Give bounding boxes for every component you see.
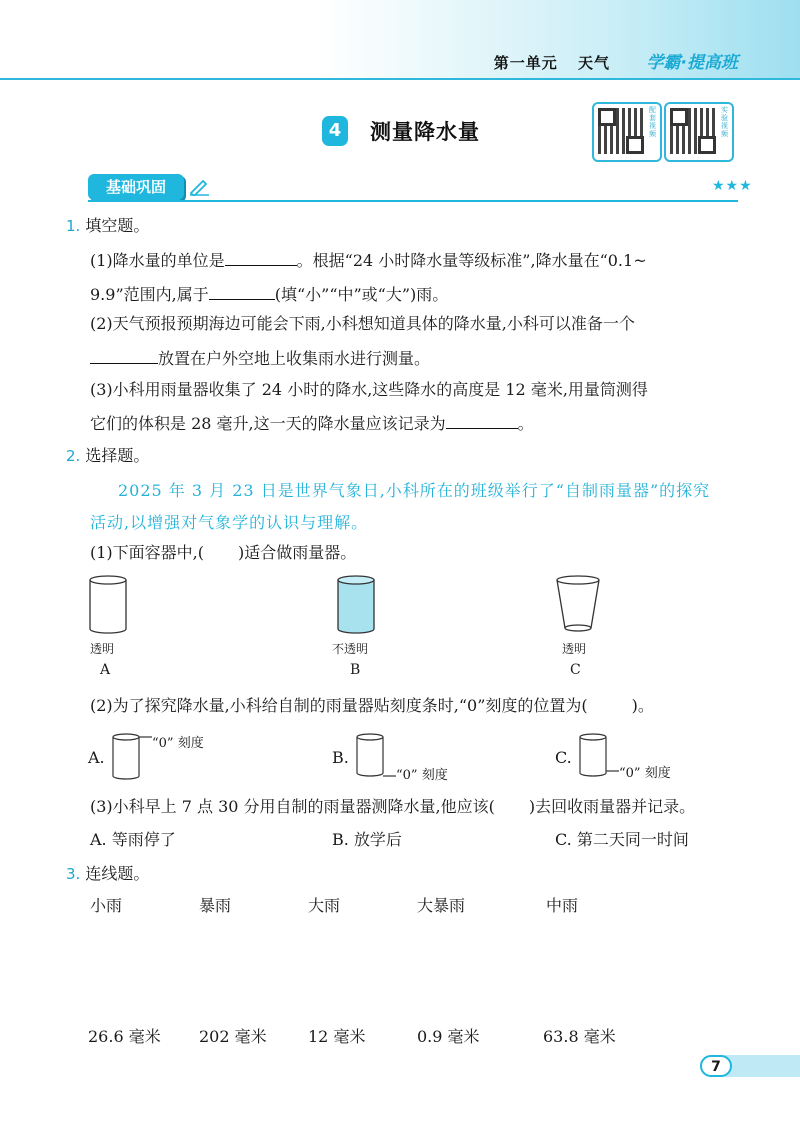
question-1-heading bbox=[66, 216, 149, 236]
container-c-icon bbox=[553, 574, 603, 636]
q1-part1-line1 bbox=[90, 249, 647, 271]
question-3-heading bbox=[66, 864, 149, 884]
text: (填“小”“中”或“大”)雨。 bbox=[274, 285, 449, 304]
text: (2)为了探究降水量,小科给自制的雨量器贴刻度条时,“0”刻度的位置为( bbox=[90, 696, 588, 715]
q2-sub3-option-a[interactable]: A. 等雨停了 bbox=[90, 830, 176, 849]
scale-option-a-letter[interactable]: A. bbox=[88, 748, 105, 767]
scale-option-a-icon bbox=[110, 730, 152, 782]
match-bottom-item[interactable]: 12 毫米 bbox=[308, 1027, 366, 1046]
container-a-caption: 透明 bbox=[90, 642, 115, 656]
match-bottom-item[interactable]: 63.8 毫米 bbox=[543, 1027, 616, 1046]
question-number: 3. bbox=[66, 865, 81, 883]
match-bottom-item[interactable]: 0.9 毫米 bbox=[417, 1027, 480, 1046]
question-title: 选择题。 bbox=[85, 446, 150, 465]
text: 放置在户外空地上收集雨水进行测量。 bbox=[158, 349, 431, 368]
section-tag: 基础巩固 bbox=[88, 174, 184, 200]
match-bottom-item[interactable]: 202 毫米 bbox=[199, 1027, 267, 1046]
qr-code-experiment[interactable] bbox=[664, 102, 734, 162]
qr-code-icon bbox=[598, 108, 644, 154]
pencil-icon bbox=[188, 178, 210, 196]
match-bottom-item[interactable]: 26.6 毫米 bbox=[88, 1027, 161, 1046]
unit-label: 第一单元 bbox=[493, 54, 558, 72]
q1-part3-line1: (3)小科用雨量器收集了 24 小时的降水,这些降水的高度是 12 毫米,用量筒测得 bbox=[90, 380, 648, 399]
scale-option-b-letter[interactable]: B. bbox=[332, 748, 349, 767]
lesson-number-badge: 4 bbox=[322, 116, 348, 146]
question-number: 1. bbox=[66, 217, 81, 235]
text: (1)下面容器中,( bbox=[90, 543, 204, 562]
q1-part3-line2 bbox=[90, 412, 534, 434]
container-c-caption: 透明 bbox=[562, 642, 587, 656]
question-title: 填空题。 bbox=[85, 216, 150, 235]
text: 9.9”范围内,属于 bbox=[90, 285, 209, 304]
container-a-letter[interactable]: A bbox=[100, 662, 111, 678]
q1-part2-line1: (2)天气预报预期海边可能会下雨,小科想知道具体的降水量,小科可以准备一个 bbox=[90, 314, 635, 333]
container-b-caption: 不透明 bbox=[332, 642, 369, 656]
text: 它们的体积是 28 毫升,这一天的降水量应该记录为 bbox=[90, 414, 446, 433]
q1-part1-line2 bbox=[90, 283, 448, 305]
scenario-text-line2: 活动,以增强对气象学的认识与理解。 bbox=[90, 513, 369, 532]
container-b-letter[interactable]: B bbox=[350, 662, 361, 678]
page-number: 7 bbox=[700, 1055, 732, 1077]
container-c-letter[interactable]: C bbox=[570, 662, 581, 678]
text: 。根据“24 小时降水量等级标准”,降水量在“0.1~ bbox=[296, 251, 647, 270]
question-title: 连线题。 bbox=[85, 864, 150, 883]
scale-option-c-letter[interactable]: C. bbox=[555, 748, 572, 767]
match-top-item[interactable]: 大雨 bbox=[308, 896, 341, 915]
scale-option-b-mark: “0” 刻度 bbox=[396, 768, 448, 783]
qr-code-video[interactable] bbox=[592, 102, 662, 162]
q2-sub3-option-c[interactable]: C. 第二天同一时间 bbox=[555, 830, 689, 849]
text: 。 bbox=[517, 414, 534, 433]
container-a-icon bbox=[86, 574, 130, 636]
match-top-item[interactable]: 暴雨 bbox=[199, 896, 232, 915]
difficulty-stars: ★★★ bbox=[712, 178, 753, 194]
section-divider bbox=[88, 200, 738, 202]
answer-blank[interactable] bbox=[225, 249, 297, 266]
text: )去回收雨量器并记录。 bbox=[528, 797, 696, 816]
topic-label: 天气 bbox=[577, 54, 610, 72]
match-top-item[interactable]: 大暴雨 bbox=[417, 896, 466, 915]
brand-logo-text: 学霸·提高班 bbox=[646, 53, 738, 73]
scale-option-a-mark: “0” 刻度 bbox=[152, 736, 204, 751]
answer-blank[interactable] bbox=[90, 347, 158, 364]
text: (1)降水量的单位是 bbox=[90, 251, 225, 270]
match-top-item[interactable]: 小雨 bbox=[90, 896, 123, 915]
scale-option-c-mark: “0” 刻度 bbox=[619, 766, 671, 781]
question-2-heading bbox=[66, 446, 149, 466]
qr-code-icon bbox=[670, 108, 716, 154]
match-top-item[interactable]: 中雨 bbox=[546, 896, 579, 915]
text: )。 bbox=[631, 696, 654, 715]
scale-option-c-icon bbox=[577, 730, 619, 782]
answer-blank[interactable] bbox=[209, 283, 275, 300]
text: (3)小科早上 7 点 30 分用自制的雨量器测降水量,他应该( bbox=[90, 797, 495, 816]
q1-part2-line2 bbox=[90, 347, 430, 369]
text: )适合做雨量器。 bbox=[238, 543, 357, 562]
q2-sub1 bbox=[90, 543, 356, 563]
lesson-title: 测量降水量 bbox=[370, 120, 480, 144]
q2-sub3 bbox=[90, 797, 695, 817]
q2-sub3-option-b[interactable]: B. 放学后 bbox=[332, 830, 402, 849]
question-number: 2. bbox=[66, 447, 81, 465]
scale-option-b-icon bbox=[354, 730, 396, 782]
qr-caption: 实验视频 bbox=[721, 106, 728, 138]
header-breadcrumb bbox=[494, 52, 610, 73]
qr-caption: 配套视频 bbox=[649, 106, 656, 138]
scenario-text-line1: 2025 年 3 月 23 日是世界气象日,小科所在的班级举行了“自制雨量器”的探究 bbox=[118, 481, 711, 500]
q2-sub2 bbox=[90, 696, 654, 716]
answer-blank[interactable] bbox=[446, 412, 518, 429]
container-b-icon bbox=[334, 574, 378, 636]
